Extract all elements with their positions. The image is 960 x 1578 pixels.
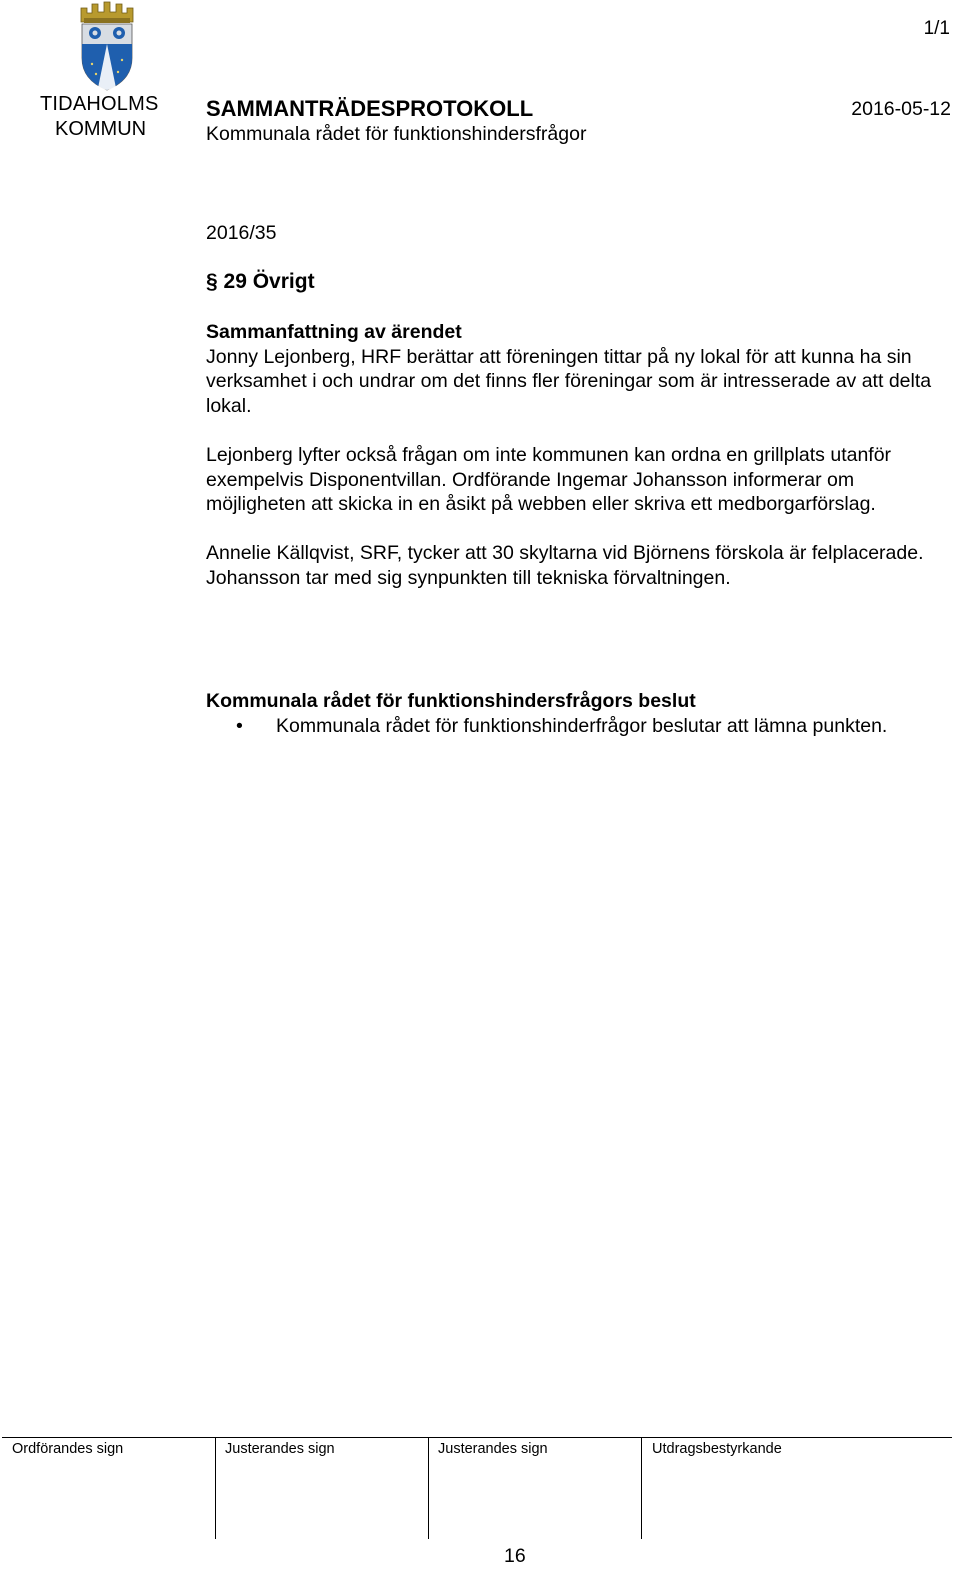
case-number: 2016/35 — [206, 222, 277, 244]
decision-heading: Kommunala rådet för funktionshindersfrågors beslut — [206, 690, 696, 712]
summary-paragraph-2: Lejonberg lyfter också frågan om inte kommunen kan ordna en grillplats utanför exempelvis Disponentvillan. Ordförande Ingemar Johansson informerar om möjligheten att skicka in en åsikt på webben eller skriva ett medborgarförslag. — [206, 443, 892, 516]
logo-text-line2: KOMMUN — [55, 118, 147, 140]
signature-adjuster-label-2: Justerandes sign — [438, 1441, 548, 1457]
document-subtitle: Kommunala rådet för funktionshindersfrågor — [206, 123, 587, 145]
signature-adjuster-label-1: Justerandes sign — [225, 1441, 335, 1457]
page-indicator: 1/1 — [923, 18, 950, 39]
page-number: 16 — [504, 1545, 526, 1567]
section-symbol: § — [206, 270, 218, 293]
municipality-logo — [40, 0, 174, 145]
section-heading — [206, 270, 315, 294]
signature-divider — [215, 1437, 216, 1539]
section-title: 29 Övrigt — [223, 270, 315, 293]
signature-rule — [2, 1437, 952, 1438]
signature-divider — [428, 1437, 429, 1539]
coat-of-arms-icon — [78, 0, 136, 92]
signature-chair-label: Ordförandes sign — [12, 1441, 124, 1457]
logo-text-line1: TIDAHOLMS — [40, 93, 159, 115]
summary-heading: Sammanfattning av ärendet — [206, 321, 462, 343]
summary-section — [206, 320, 956, 615]
decision-item-text: Kommunala rådet för funktionshinderfrågor beslutar att lämna punkten. — [276, 715, 888, 737]
document-title: SAMMANTRÄDESPROTOKOLL — [206, 96, 534, 121]
meeting-date: 2016-05-12 — [851, 98, 951, 120]
summary-paragraph-1: Jonny Lejonberg, HRF berättar att föreningen tittar på ny lokal för att kunna ha sin verksamhet i och undrar om det finns fler föreningar som är intresserade av att delta lokal. — [206, 345, 932, 417]
signature-certification-label: Utdragsbestyrkande — [652, 1441, 782, 1457]
bullet-icon: • — [236, 715, 243, 737]
summary-paragraph-3: Annelie Källqvist, SRF, tycker att 30 skyltarna vid Björnens förskola är felplacerade. Johansson tar med sig synpunkten till tekniska förvaltningen. — [206, 542, 924, 589]
signature-divider — [641, 1437, 642, 1539]
